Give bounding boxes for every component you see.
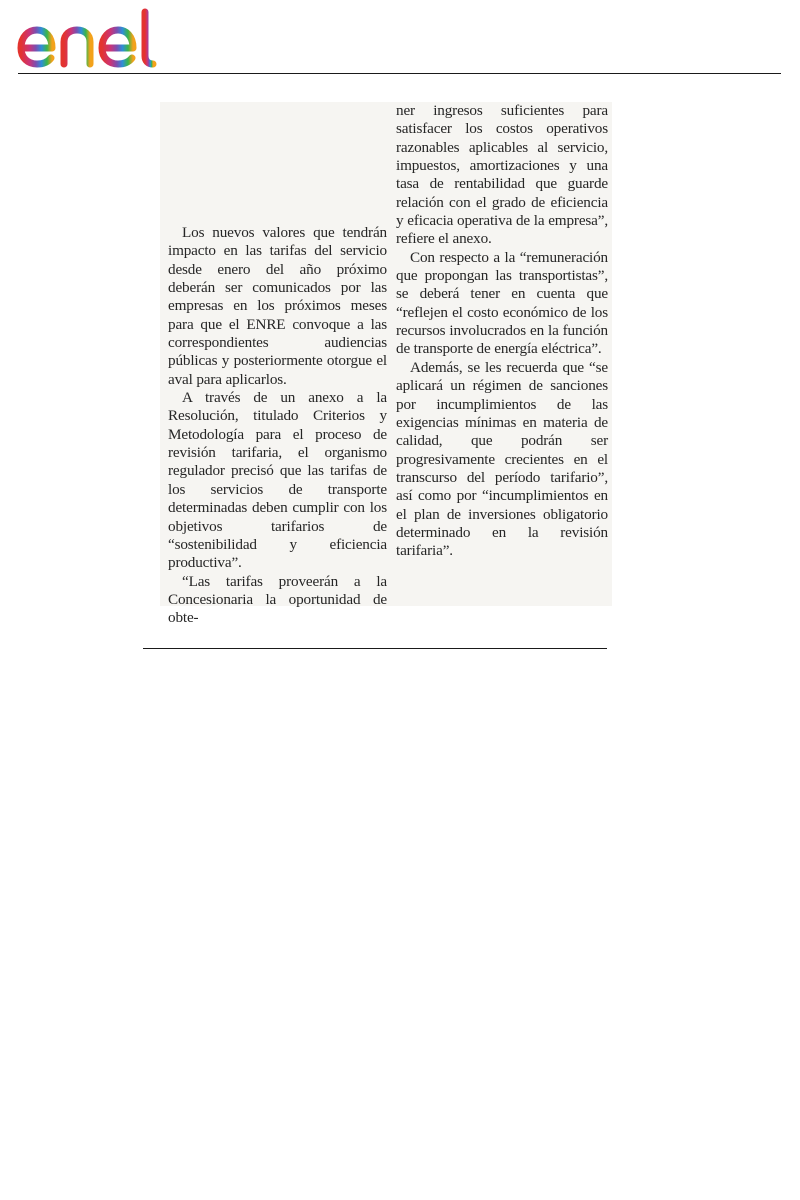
article-paragraph: ner ingresos suficientes para satisfacer los costos operativos razonables aplicables al servicio, impuestos, amortizaciones y una tasa de rentabilidad que guarde relación con el grado de eficiencia y eficacia operativa de la empresa”, refiere el anexo. (396, 102, 608, 248)
enel-logo (14, 6, 184, 70)
article-paragraph: Los nuevos valores que tendrán impacto en las tarifas del servicio desde enero del año próximo deberán ser comunicados por las empresas en los próximos meses para que el ENRE convoque a las correspondientes audiencias públicas y posteriormente otorgue el aval para aplicarlos. (168, 224, 387, 388)
article-paragraph: Además, se les recuerda que “se aplicará un régimen de sanciones por incumplimientos de las exigencias mínimas en materia de calidad, que podrán ser progresivamente crecientes en el transcurso del período tarifario”, así como por “incumplimientos en el plan de inversiones obligatorio determinado en la revisión tarifaria”. (396, 358, 608, 560)
article-paragraph: “Las tarifas proveerán a la Concesionaria la oportunidad de obte- (168, 572, 387, 627)
enel-logo-graphic (14, 6, 184, 70)
article-paragraph: A través de un anexo a la Resolución, titulado Criterios y Metodología para el proceso de revisión tarifaria, el organismo regulador precisó que las tarifas de los servicios de transporte determinadas deben cumplir con los objetivos tarifarios de “sostenibilidad y eficiencia productiva”. (168, 389, 387, 572)
article-paragraph: Con respecto a la “remuneración que propongan las transportistas”, se deberá tener en cuenta que “reflejen el costo económico de los recursos involucrados en la función de transporte de energía eléctrica”. (396, 248, 608, 358)
clipping-bottom-divider (143, 648, 607, 649)
header-divider (18, 73, 781, 74)
article-column-left (168, 224, 387, 628)
article-column-right (396, 102, 608, 561)
